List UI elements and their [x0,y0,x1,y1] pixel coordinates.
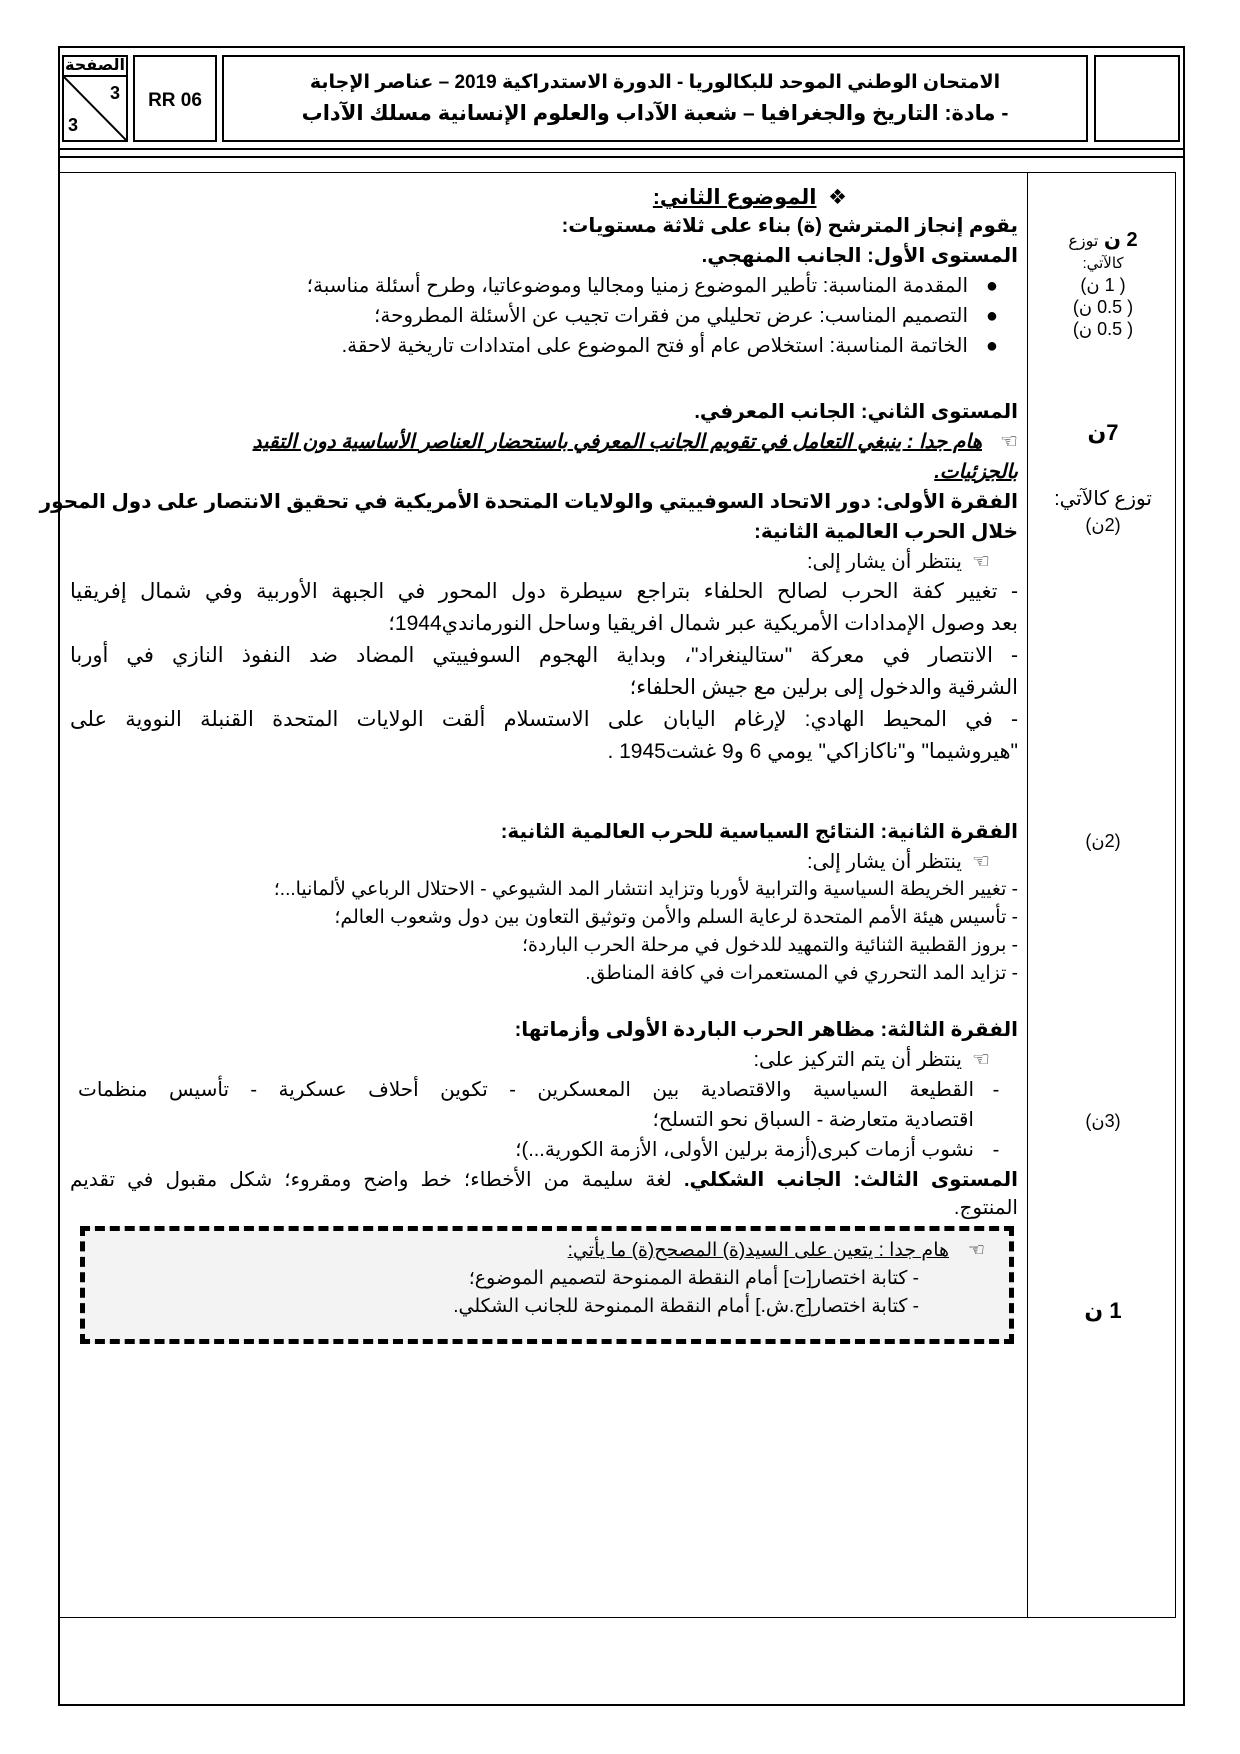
pointing-hand-icon: ☜ [1000,431,1018,453]
expect-line: ☜ينتظر أن يشار إلى: [807,848,990,876]
header-separator [58,148,1185,158]
level3-title: المستوى الثالث: الجانب الشكلي. [683,1169,1019,1191]
points-conclusion: ( 0.5 ن) [1072,319,1134,339]
para2-point: - بروز القطبية الثنائية والتمهيد للدخول في مرحلة الحرب الباردة؛ [522,935,1018,956]
diamond-bullet-icon: ❖ [828,186,847,209]
exam-code: RR 06 [133,55,217,142]
para1-point: - تغيير كفة الحرب لصالح الحلفاء بتراجع سيطرة دول المحور في الجبهة الأوربية وفي شمال إفريقيا [70,580,1018,603]
intro-text: يقوم إنجاز المترشح (ة) بناء على ثلاثة مستويات: [561,215,1018,237]
bullet-icon: ● [985,305,998,327]
level3-text-cont: المنتوج. [953,1197,1018,1219]
points-para3: (3ن) [1085,1111,1121,1131]
points-level2-dist: توزع كالآتي: [1054,488,1152,510]
page-label: الصفحة [64,57,126,77]
points-para2: (2ن) [1085,831,1121,851]
points-design: ( 0.5 ن) [1072,297,1134,317]
pointing-hand-icon: ☜ [972,551,990,573]
points-level1-dist: توزع [1068,233,1099,250]
para1-title-cont: خلال الحرب العالمية الثانية: [754,521,1018,543]
subject-title-text: الموضوع الثاني: [652,186,817,209]
pointing-hand-icon: ☜ [972,851,990,873]
level1-item: ●التصميم المناسب: عرض تحليلي من فقرات تجيب عن الأسئلة المطروحة؛ [374,302,998,330]
title-box [222,55,1088,142]
para3-point-cont: اقتصادية متعارضة - السباق نحو التسلح؛ [652,1109,974,1131]
para1-point-cont: "هيروشيما" و"ناكازاكي" يومي 6 و9 غشت1945 . [607,740,1018,763]
bullet-icon: ● [985,335,998,357]
pointing-hand-icon: ☜ [972,1049,990,1071]
level3-line [70,1166,1018,1194]
page-total: 3 [68,115,79,135]
para2-title: الفقرة الثانية: النتائج السياسية للحرب العالمية الثانية: [500,821,1018,843]
points-level1-label: كالآتي: [1082,255,1124,272]
level1-title: المستوى الأول: الجانب المنهجي. [701,245,1018,267]
para2-point: - تأسيس هيئة الأمم المتحدة لرعاية السلم والأمن وتوثيق التعاون بين دول وشعوب العالم؛ [334,907,1018,928]
level1-item: ●الخاتمة المناسبة: استخلاص عام أو فتح الموضوع على امتدادات تاريخية لاحقة. [342,332,998,360]
points-level3: 1 ن [1084,1298,1122,1323]
bullet-icon: ● [985,275,998,297]
corrector-note-item: - كتابة اختصار[ج.ش.] أمام النقطة الممنوحة للجانب الشكلي. [453,1296,919,1317]
para1-point-cont: الشرقية والدخول إلى برلين مع جيش الحلفاء؛ [629,676,1018,699]
blank-grade-box [1094,55,1180,142]
para1-point-cont: بعد وصول الإمدادات الأمريكية عبر شمال افريقيا وساحل النورماندي1944؛ [388,612,1018,635]
subject-title: - مادة: التاريخ والجغرافيا – شعبة الآداب والعلوم الإنسانية مسلك الآداب [301,102,1009,125]
para1-point: - في المحيط الهادي: لإرغام اليابان على الاستسلام ألقت الولايات المتحدة القنبلة النووية على [70,708,1018,731]
para1-point: - الانتصار في معركة "ستالينغراد"، وبداية الهجوم السوفييتي المضاد ضد النفوذ النازي في أوربا [70,644,1018,667]
points-para1: (2ن) [1085,515,1121,535]
level1-item: ●المقدمة المناسبة: تأطير الموضوع زمنيا ومجاليا وموضوعاتيا، وطرح أسئلة مناسبة؛ [307,272,998,300]
corrector-note-title: ☜هام جدا : يتعين على السيد(ة) المصحح(ة) ما يأتي: [568,1237,985,1265]
points-column-divider [1027,172,1028,1618]
important-note: ☜هام جدا : ينبغي التعامل في تقويم الجانب المعرفي باستحضار العناصر الأساسية دون التقيد [252,428,1018,456]
expect-line: ☜ينتظر أن يشار إلى: [807,548,990,576]
level3-text: لغة سليمة من الأخطاء؛ خط واضح ومقروء؛ شكل مقبول في تقديم [70,1169,672,1191]
exam-title: الامتحان الوطني الموحد للبكالوريا - الدورة الاستدراكية 2019 – عناصر الإجابة [309,72,1001,93]
para3-point: -نشوب أزمات كبرى(أزمة برلين الأولى، الأزمة الكورية...)؛ [515,1139,1000,1161]
points-level1-total: 2 ن [1103,229,1138,251]
corrector-note-item: - كتابة اختصار[ت] أمام النقطة الممنوحة لتصميم الموضوع؛ [468,1268,919,1289]
para1-title: الفقرة الأولى: دور الاتحاد السوفييتي والولايات المتحدة الأمريكية في تحقيق الانتصار على دول المحور [39,491,1018,513]
corrector-note-box [80,1226,1014,1344]
points-intro: ( 1 ن) [1080,275,1126,295]
level2-title: المستوى الثاني: الجانب المعرفي. [694,401,1018,423]
important-note-cont: بالجزئيات. [934,461,1018,483]
para2-point: - تغيير الخريطة السياسية والترابية لأوربا وتزايد انتشار المد الشيوعي - الاحتلال الرباعي لألمانيا...؛ [273,879,1018,900]
expect-line: ☜ينتظر أن يتم التركيز على: [753,1046,990,1074]
page-number-box [62,55,128,142]
para2-point: - تزايد المد التحرري في المستعمرات في كافة المناطق. [585,963,1018,984]
points-level2-total: 7ن [1087,420,1119,445]
para3-title: الفقرة الثالثة: مظاهر الحرب الباردة الأولى وأزماتها: [514,1019,1018,1041]
section-heading [653,184,847,212]
pointing-hand-icon: ☜ [967,1240,985,1261]
page-current: 3 [109,83,120,103]
points-level1 [1030,228,1176,340]
para3-point: -القطيعة السياسية والاقتصادية بين المعسكرين - تكوين أحلاف عسكرية - تأسيس منظمات [78,1079,1000,1101]
